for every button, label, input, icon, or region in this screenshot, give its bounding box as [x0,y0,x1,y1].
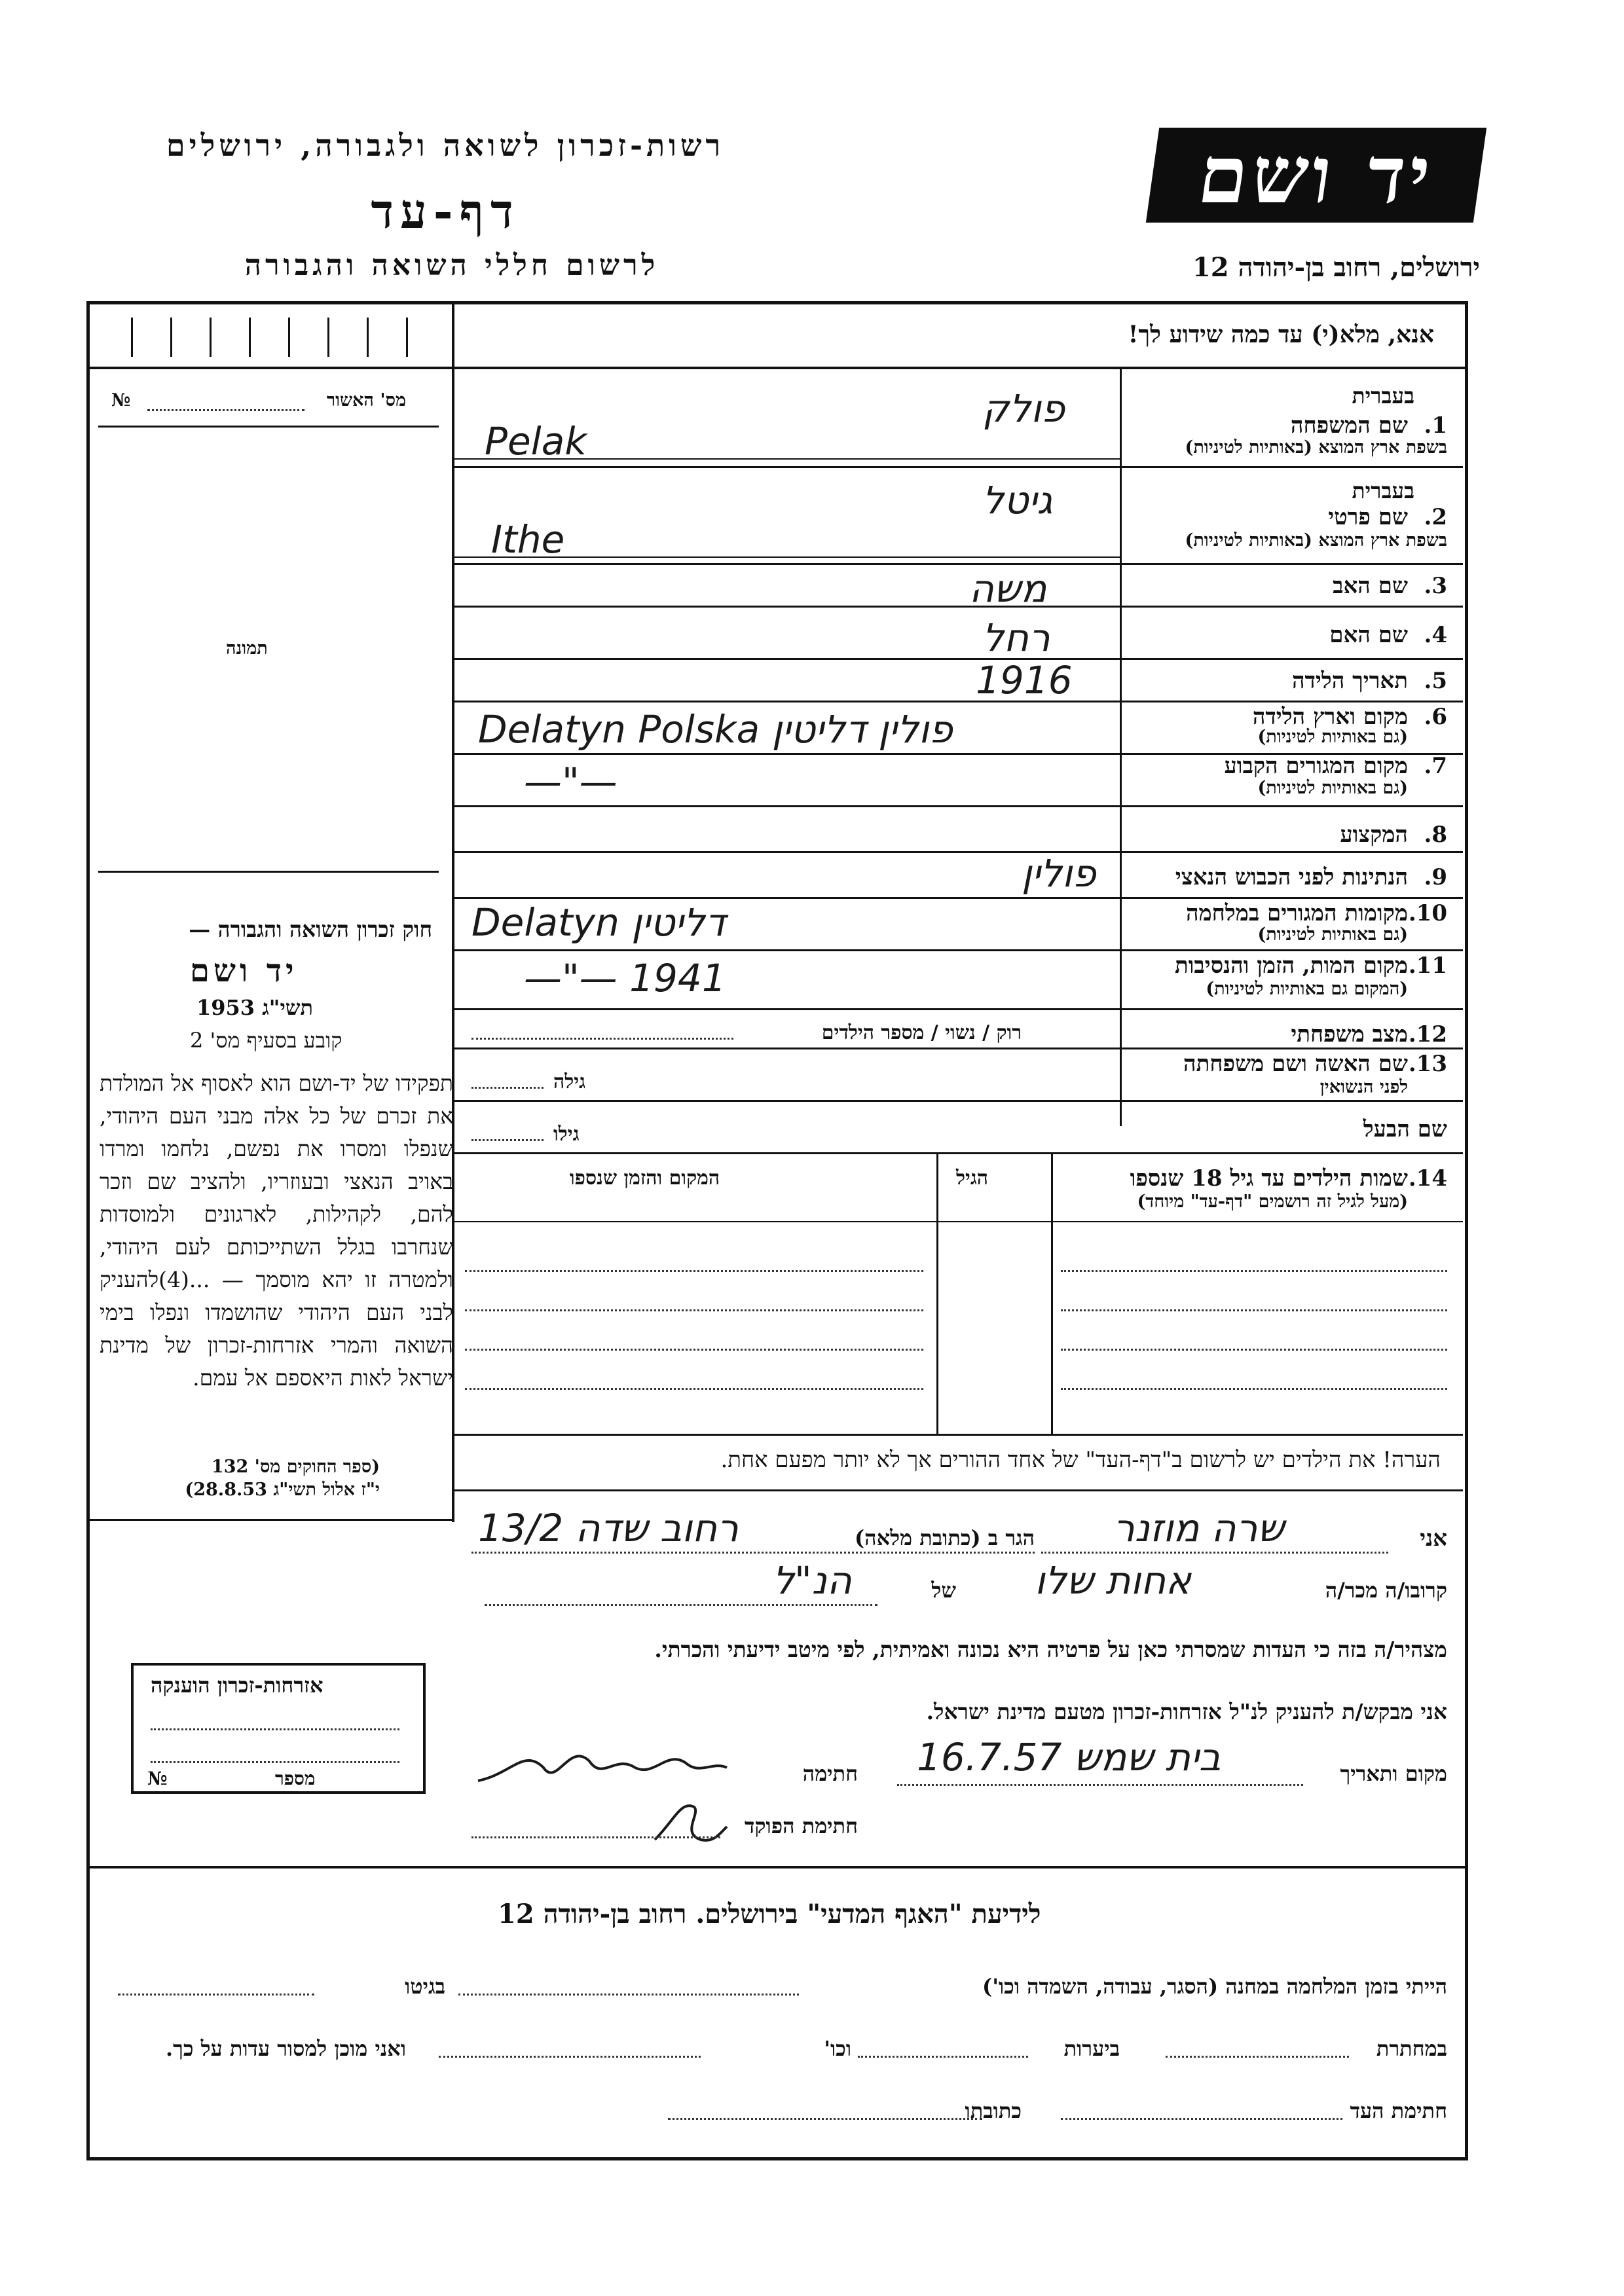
field-11-note: (המקום גם באותיות לטיניות) [1206,979,1408,999]
field-13-age-field[interactable] [471,1087,544,1089]
field-13-label: שם האשה ושם משפחתה [1183,1051,1408,1077]
science-line2-c: וכו' [824,2036,851,2061]
husband-age-field[interactable] [471,1139,544,1141]
children-table-note: (מעל לגיל זה רושמים "דף-עד" מיוחד) [1137,1192,1408,1212]
field-1-hebrew-tag: בעברית [1352,383,1414,409]
declaration-request: אני מבקש/ת להעניק לנ"ל אזרחות-זכרון מטעם מדינת ישראל. [926,1699,1447,1724]
underground-field[interactable] [1166,2056,1349,2058]
field-10-note: (גם באותיות לטיניות) [1257,924,1408,945]
label-column-divider [1120,367,1122,1126]
field-13-note: לפני הנשואין [1320,1077,1408,1097]
field-11-num: 11. [1408,953,1447,979]
science-line3-a: חתימת העד [1350,2098,1447,2123]
witness-address-field[interactable] [668,2118,982,2120]
field-13-age-label: גילה [553,1070,586,1093]
field-9-num: 9. [1424,864,1447,890]
field-3-label: שם האב [1333,573,1408,599]
field-12-status-options: רוק / נשוי / מספר הילדים [821,1021,1022,1044]
science-section-border [90,1866,1465,1868]
citizenship-line-2 [151,1761,399,1763]
field-9-value[interactable]: פולין [1022,851,1096,896]
children-col-age: הגיל [956,1167,989,1190]
law-reference-1: (ספר החוקים מס' 132 [211,1457,380,1477]
science-line1-a: הייתי בזמן המלחמה במחנה (הסגר, עבודה, השמדה וכו') [982,1974,1447,1999]
field-5-num: 5. [1424,668,1447,694]
declarant-name-line [1041,1552,1388,1554]
field-11-label: מקום המות, הזמן והנסיבות [1174,953,1408,979]
field-6-num: 6. [1424,704,1447,730]
field-1-label: שם המשפחה [1290,412,1408,439]
relation-line [485,1604,877,1606]
field-3-num: 3. [1424,573,1447,599]
photo-box-top [98,426,439,428]
remark-row-border [454,1489,1463,1491]
science-line2-a: במחתרת [1376,2036,1447,2061]
authority-name: רשות-זכרון לשואה ולגבורה, ירושלים [166,128,725,163]
camp-field[interactable] [458,1994,799,1995]
law-year: תשי"ג 1953 [196,995,313,1020]
relation-value[interactable]: אחות שלו [1035,1558,1191,1603]
official-signature-line [471,1836,720,1838]
husband-age-label: גילו [553,1123,580,1146]
declarant-address-line [471,1552,1035,1554]
photo-label: תמונה [226,638,268,659]
husband-label: שם הבעל [1363,1116,1447,1142]
law-reference-2: י"ז אלול תשי"ג 28.8.53) [185,1480,380,1500]
photo-box-bottom [98,871,439,873]
form-title: דף-עד [371,183,520,239]
field-5-value[interactable]: 1916 [976,658,1073,702]
remark-text: הערה! את הילדים יש לרשום ב"דף-העד" של אחד ההורים אך לא יותר מפעם אחת. [720,1447,1441,1473]
declarant-address[interactable]: רחוב שדה 13/2 [478,1506,739,1550]
field-1-note: בשפת ארץ המוצא (באותיות לטיניות) [1185,437,1447,458]
law-text: תפקידו של יד-ושם הוא לאסוף אל המולדת את זכרם של כל אלה מבני העם היהודי, שנפלו ומסרו את נפשם, נלחמו ומרדו באויב הנאצי ובעוזריו, ולהציב שם וזכר להם, לקהילות, לארגונים ולמוסדות שנחרבו בגלל השתייכותם לעם היהודי, ולמטרה זו יהא מוסמך — ...(4)להעניק לבני העם היהודי שהושמדו ונפלו בימי השואה והמרי אזרחות-זכרון של מדינת ישראל לאות היאספם אל עמם. [100,1070,453,1391]
children-table-num: 14. [1408,1165,1447,1192]
place-date-label: מקום ותאריך [1340,1761,1447,1786]
field-6-value[interactable]: Delatyn Polska פולין דליטין [478,707,953,752]
field-3-value[interactable]: משה [969,566,1047,611]
field-1-value-latin[interactable]: Pelak [485,419,587,464]
signature-label: חתימה [802,1761,858,1786]
of-label: של [931,1578,956,1603]
witness-signature-field[interactable] [1061,2118,1342,2120]
citizenship-number-label: מספר [275,1768,316,1789]
field-8-label: המקצוע [1340,822,1408,848]
field-6-label: מקום וארץ הלידה [1252,704,1408,730]
science-line2-d: ואני מוכן למסור עדות על כך. [165,2036,406,2061]
relation-value-2[interactable]: הנ"ל [773,1558,852,1603]
instruction-text: אנא, מלא(י) עד כמה שידוע לך! [1128,321,1434,348]
field-6-note: (גם באותיות לטיניות) [1257,727,1408,747]
field-12-children-count[interactable] [471,1038,733,1040]
field-4-label: שם האם [1329,622,1408,648]
field-1-value-hebrew[interactable]: פולק [982,386,1065,431]
declaration-ani: אני [1420,1525,1447,1552]
children-table-title: שמות הילדים עד גיל 18 שנספו [1130,1165,1408,1192]
science-dept-title: לידיעת "האגף המדעי" בירושלים. רחוב בן-יהודה 12 [498,1899,1041,1929]
approval-number-field[interactable] [147,409,304,411]
field-7-note: (גם באותיות לטיניות) [1257,778,1408,798]
field-7-value[interactable]: —"— [524,759,618,804]
left-column-bottom-border [90,1519,454,1521]
field-2-value-latin[interactable]: Ithe [491,517,565,562]
instruction-row-border [90,367,1465,369]
approval-label: מס' האשור [326,390,406,410]
field-12-num: 12. [1408,1021,1447,1048]
field-5-label: תאריך הלידה [1291,668,1408,694]
field-10-label: מקומות המגורים במלחמה [1185,900,1408,926]
declaration-statement: מצהיר/ה בזה כי העדות שמסרתי כאן על פרטיה היא נכונה ואמיתית, לפי מיטב ידיעתי והכרתי. [654,1637,1447,1662]
field-2-value-hebrew[interactable]: גיטל [982,478,1053,522]
approval-number-sign: № [111,390,131,410]
yad-vashem-logo: יד ושם [1146,128,1486,223]
law-name: יד ושם [190,953,298,989]
etc-field[interactable] [439,2056,701,2058]
field-9-label: הנתינות לפני הכבוש הנאצי [1175,864,1408,890]
field-10-num: 10. [1408,900,1447,926]
citizenship-line-1 [151,1728,399,1730]
relative-label: קרובו/ה מכר/ה [1325,1578,1447,1603]
citizenship-box-title: אזרחות-זכרון הוענקה [151,1673,323,1698]
field-2-num: 2. [1424,504,1447,530]
field-7-num: 7. [1424,753,1447,779]
science-line3-b: כתובתו [965,2098,1022,2123]
field-13-num: 13. [1408,1051,1447,1077]
law-section: קובע בסעיף מס' 2 [190,1028,342,1053]
field-2-note: בשפת ארץ המוצא (באותיות לטיניות) [1185,530,1447,551]
official-signature[interactable] [642,1794,733,1853]
forests-field[interactable] [858,2056,1028,2058]
field-1-num: 1. [1424,412,1447,439]
law-heading: חוק זכרון השואה והגבורה — [189,917,432,942]
citizenship-number-sign: № [147,1768,168,1789]
place-date-line [897,1784,1303,1786]
lives-at-label: הגר ב (כתובת מלאה) [855,1525,1035,1550]
place-date-value[interactable]: בית שמש 16.7.57 [917,1735,1221,1779]
field-12-label: מצב משפחתי [1291,1021,1408,1048]
header-address: ירושלים, רחוב בן-יהודה 12 [1192,252,1480,283]
field-4-num: 4. [1424,622,1447,648]
declarant-name[interactable]: שרה מוזנר [1113,1506,1285,1550]
field-8-num: 8. [1424,822,1447,848]
science-line2-b: ביערות [1063,2036,1120,2061]
field-2-hebrew-tag: בעברית [1352,478,1414,503]
field-2-label: שם פרטי [1328,504,1408,530]
children-col-place: המקום והזמן שנספו [570,1167,720,1190]
field-7-label: מקום המגורים הקבוע [1224,753,1408,779]
ghetto-field[interactable] [118,1994,314,1995]
official-signature-label: חתימת הפוקד [745,1813,858,1838]
form-subtitle: לרשום חללי השואה והגבורה [244,249,659,282]
field-11-value[interactable]: —"— 1941 [524,956,726,1000]
field-4-value[interactable]: רחל [982,615,1050,660]
field-10-value[interactable]: Delatyn דליטין [471,900,726,945]
science-line1-b: בגיטו [405,1974,445,1999]
